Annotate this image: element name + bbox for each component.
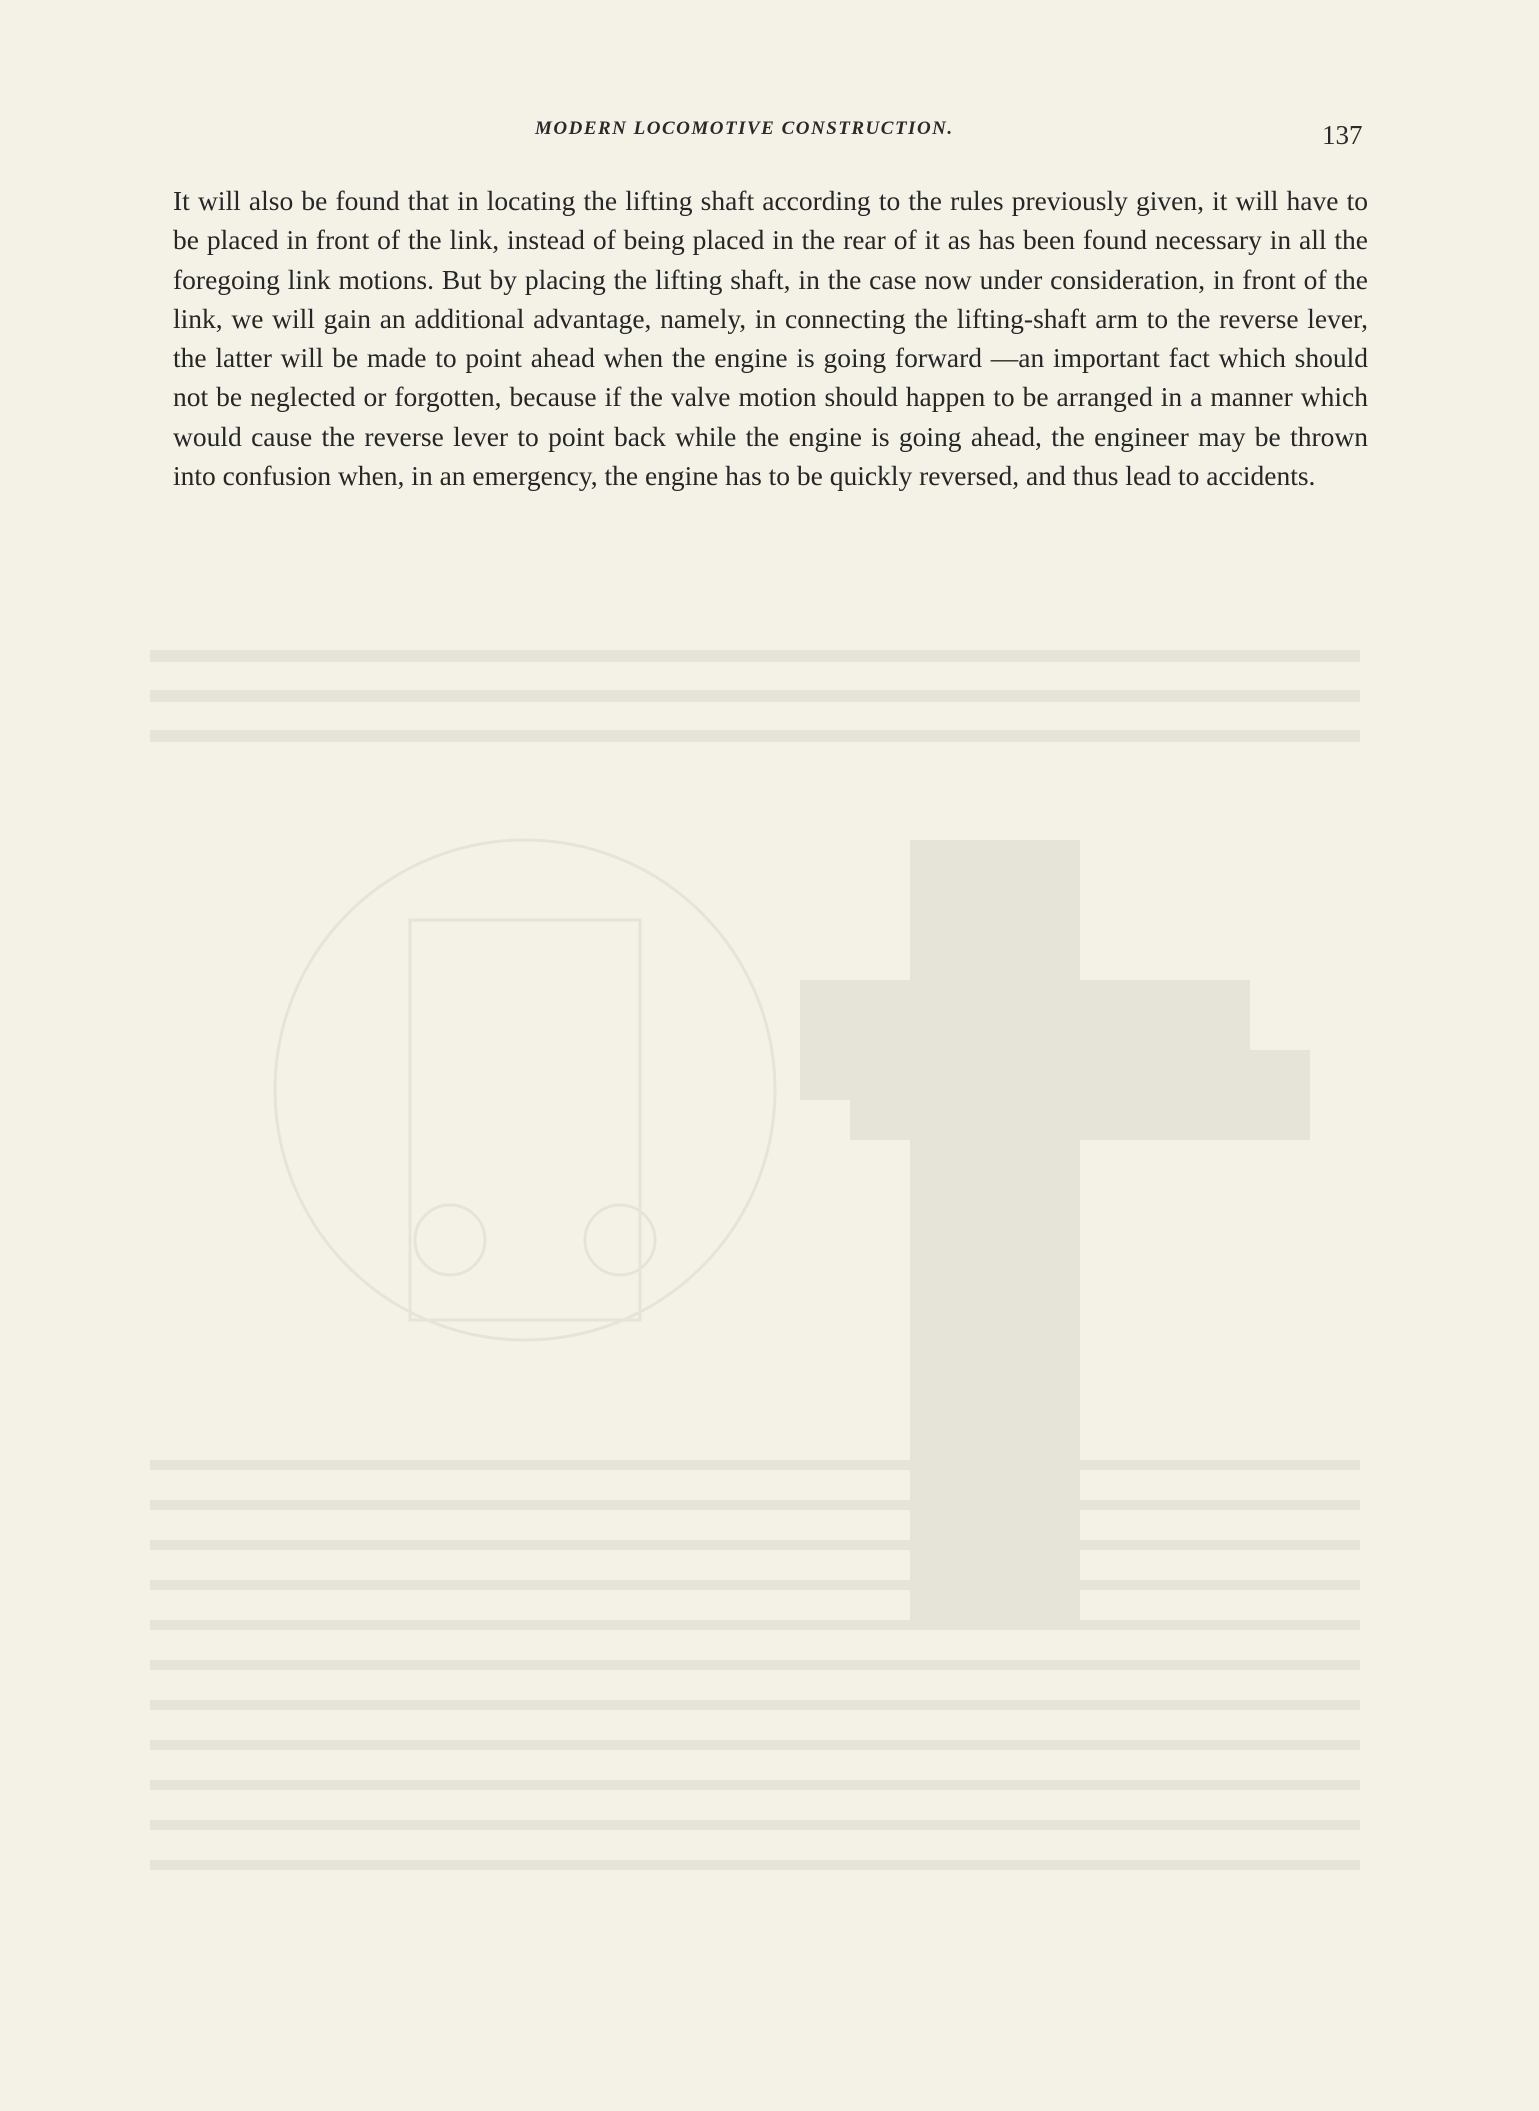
- running-title: MODERN LOCOMOTIVE CONSTRUCTION.: [535, 118, 954, 139]
- show-through-illustration: [150, 580, 1390, 2020]
- page-number: 137: [1322, 120, 1363, 150]
- body-paragraph: It will also be found that in locating the lifting shaft according to the rules previously given, it will have to be placed in front of the link, instead of being placed in the rear of it as has been found necessary in all the foregoing link motions. But by placing the lifting shaft, in the case now under consideration, in front of the link, we will gain an additional advantage, namely, in connecting the lifting-shaft arm to the reverse lever, the latter will be made to point ahead when the engine is going forward —an important fact which should not be neglected or forgotten, because if the valve motion should happen to be arranged in a manner which would cause the reverse lever to point back while the engine is going ahead, the engineer may be thrown into confusion when, in an emergency, the engine has to be quickly reversed, and thus lead to accidents.: [173, 185, 1368, 492]
